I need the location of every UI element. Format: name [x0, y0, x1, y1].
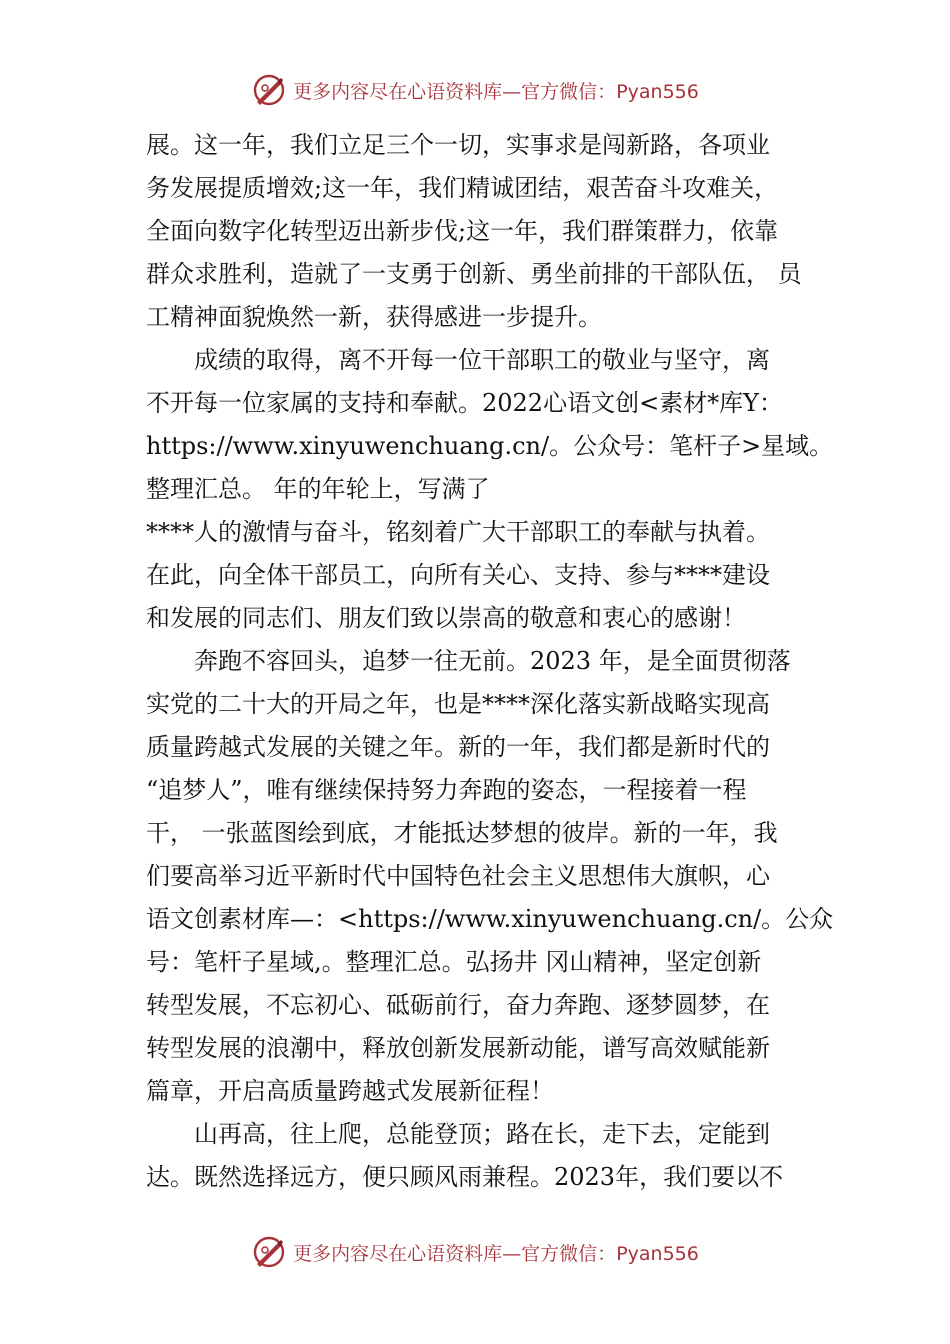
paragraph-3 — [146, 640, 834, 1113]
text-line: 转型发展，不忘初心、砥砺前行，奋力奔跑、逐梦圆梦，在 — [146, 991, 770, 1019]
text-line: 在此，向全体干部员工，向所有关心、支持、参与****建设 — [146, 561, 770, 589]
text-line: 群众求胜利，造就了一支勇于创新、勇坐前排的干部队伍， 员 — [146, 260, 802, 288]
text-line: 整理汇总。 年的年轮上，写满了 — [146, 475, 490, 503]
footer-banner — [0, 1232, 950, 1272]
text-line: 和发展的同志们、朋友们致以崇高的敬意和衷心的感谢！ — [146, 604, 746, 632]
paragraph-1 — [146, 124, 822, 339]
text-line: 奔跑不容回头，追梦一往无前。2023 年，是全面贯彻落 — [194, 647, 791, 675]
document-body — [146, 124, 834, 1199]
banner-text-label: 官方微信： — [521, 80, 617, 103]
pen-circle-logo-icon — [251, 1234, 287, 1270]
banner-text-main: 更多内容尽在心语资料库 — [293, 1242, 503, 1265]
text-line: “追梦人”，唯有继续保持努力奔跑的姿态，一程接着一程 — [146, 776, 747, 804]
text-line: 语文创素材库—：<https://www.xinyuwenchuang.cn/。公众 — [146, 905, 834, 933]
text-line: 们要高举习近平新时代中国特色社会主义思想伟大旗帜，心 — [146, 862, 770, 890]
pen-circle-logo-icon — [251, 72, 287, 108]
banner-text-label: 官方微信： — [521, 1242, 617, 1265]
banner-text-dash: — — [502, 1242, 522, 1265]
text-line: 山再高，往上爬，总能登顶；路在长，走下去，定能到 — [194, 1120, 770, 1148]
text-line: 不开每一位家属的支持和奉献。2022心语文创<素材*库Y： — [146, 389, 784, 417]
header-banner — [0, 70, 950, 110]
text-line: 工精神面貌焕然一新，获得感进一步提升。 — [146, 303, 602, 331]
banner-text-dash: — — [502, 80, 522, 103]
banner-text — [293, 77, 699, 104]
banner-wechat-id: Pyan556 — [616, 80, 699, 103]
paragraph-2 — [146, 339, 834, 640]
text-line: ****人的激情与奋斗，铭刻着广大干部职工的奉献与执着。 — [146, 518, 770, 546]
paragraph-4 — [146, 1113, 822, 1199]
banner-wechat-id: Pyan556 — [616, 1242, 699, 1265]
text-line: 务发展提质增效;这一年，我们精诚团结，艰苦奋斗攻难关， — [146, 174, 779, 202]
text-line: 质量跨越式发展的关键之年。新的一年，我们都是新时代的 — [146, 733, 770, 761]
text-line: 转型发展的浪潮中，释放创新发展新动能，谱写高效赋能新 — [146, 1034, 770, 1062]
text-line: 成绩的取得，离不开每一位干部职工的敬业与坚守，离 — [194, 346, 770, 374]
banner-text — [293, 1239, 699, 1266]
text-line: 号：笔杆子星域,。整理汇总。弘扬井 冈山精神，坚定创新 — [146, 948, 762, 976]
text-line: 干， 一张蓝图绘到底，才能抵达梦想的彼岸。新的一年，我 — [146, 819, 778, 847]
text-line: 篇章，开启高质量跨越式发展新征程！ — [146, 1077, 554, 1105]
text-line: 展。这一年，我们立足三个一切，实事求是闯新路，各项业 — [146, 131, 770, 159]
text-line: https://www.xinyuwenchuang.cn/。公众号：笔杆子>星域。 — [146, 432, 834, 460]
text-line: 达。既然选择远方，便只顾风雨兼程。2023年，我们要以不 — [146, 1163, 784, 1191]
text-line: 全面向数字化转型迈出新步伐;这一年，我们群策群力，依靠 — [146, 217, 779, 245]
text-line: 实党的二十大的开局之年，也是****深化落实新战略实现高 — [146, 690, 770, 718]
banner-text-main: 更多内容尽在心语资料库 — [293, 80, 503, 103]
